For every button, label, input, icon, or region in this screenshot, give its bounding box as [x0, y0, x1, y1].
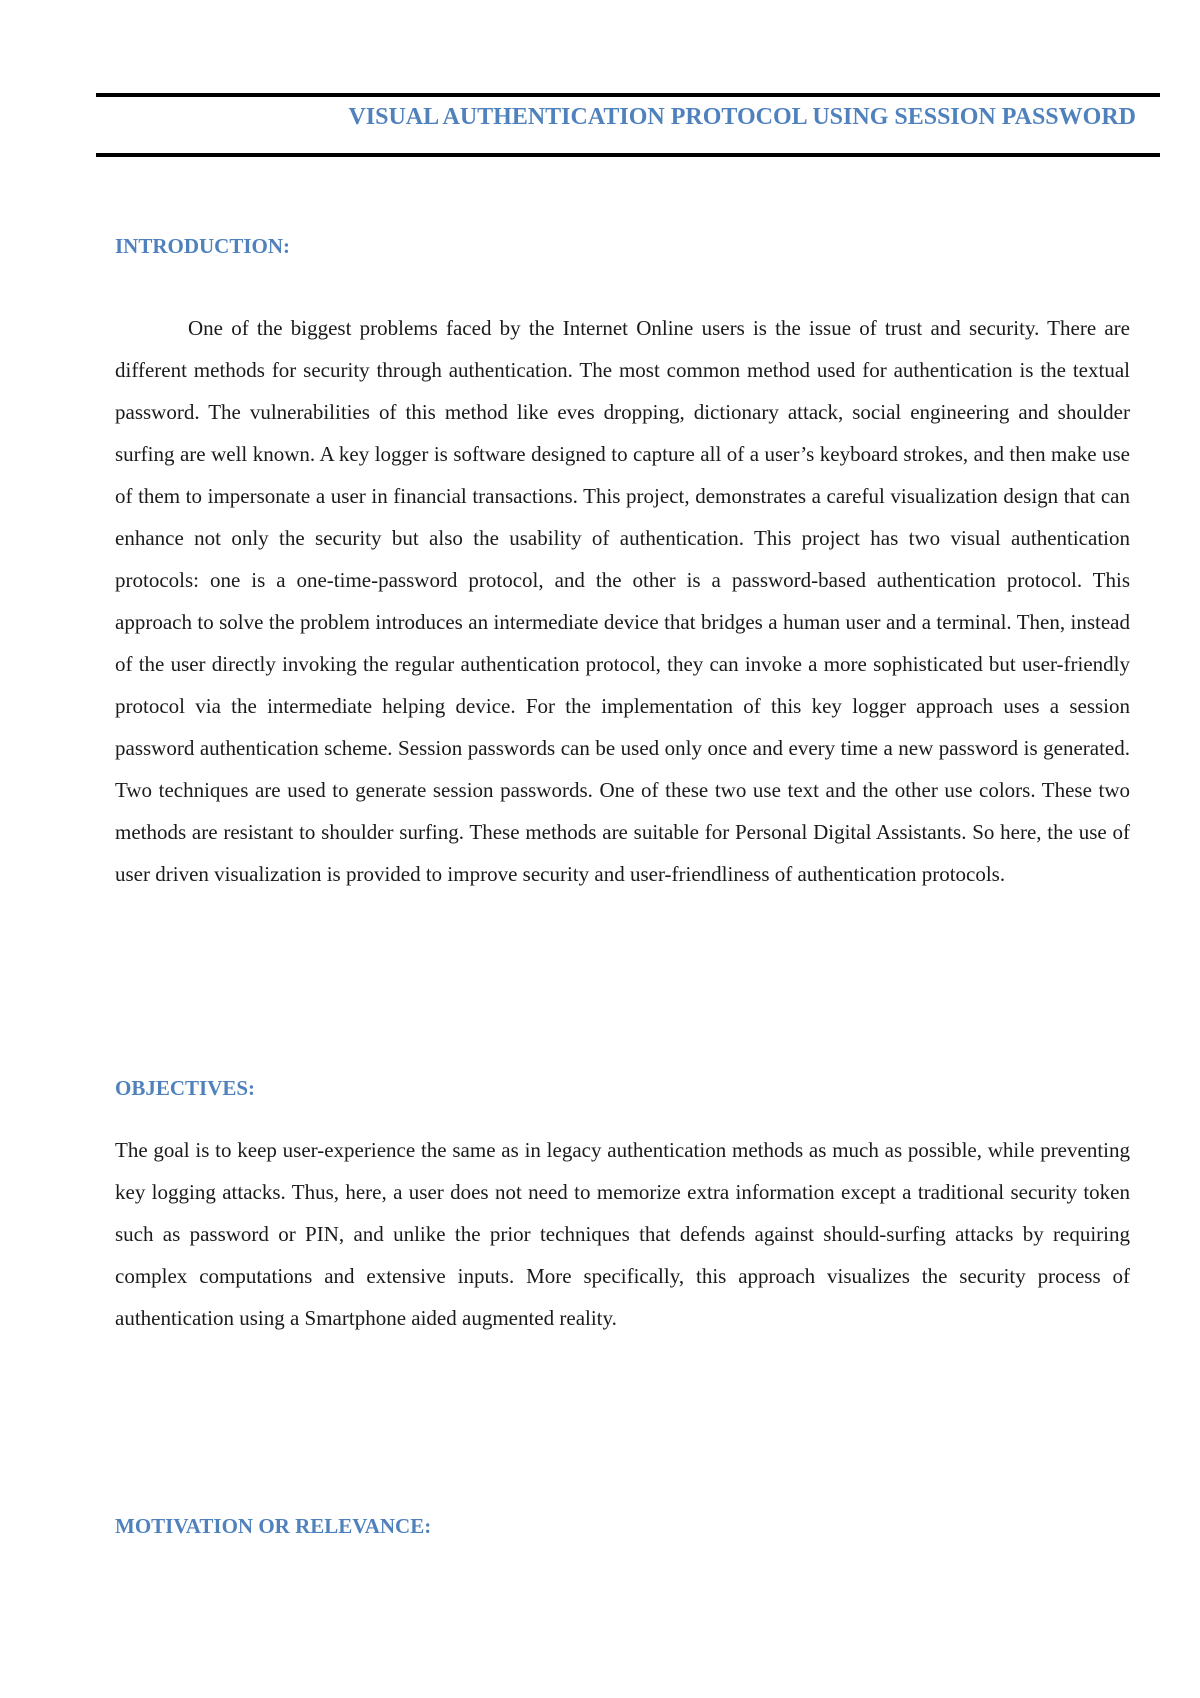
title-bottom-rule [96, 153, 1160, 157]
introduction-heading: INTRODUCTION: [115, 234, 291, 258]
objectives-paragraph: The goal is to keep user-experience the same as in legacy authentication methods as much as possible, while preventing key logging attacks. Thus, here, a user does not need to memorize extra information except a traditional security token such as password or PIN, and unlike the prior techniques that defends against should-surfing attacks by requiring complex computations and extensive inputs. More specifically, this approach visualizes the security process of authentication using a Smartphone aided augmented reality. [115, 1138, 1130, 1330]
document-title: VISUAL AUTHENTICATION PROTOCOL USING SESSION PASSWORD [348, 104, 1136, 130]
objectives-heading: OBJECTIVES: [115, 1076, 256, 1100]
title-top-rule [96, 93, 1160, 97]
motivation-heading: MOTIVATION OR RELEVANCE: [115, 1514, 432, 1538]
introduction-paragraph: One of the biggest problems faced by the Internet Online users is the issue of trust and security. There are different methods for security through authentication. The most common method used for authentication is the textual password. The vulnerabilities of this method like eves dropping, dictionary attack, social engineering and shoulder surfing are well known. A key logger is software designed to capture all of a user’s keyboard strokes, and then make use of them to impersonate a user in financial transactions. This project, demonstrates a careful visualization design that can enhance not only the security but also the usability of authentication. This project has two visual authentication protocols: one is a one-time-password protocol, and the other is a password-based authentication protocol. This approach to solve the problem introduces an intermediate device that bridges a human user and a terminal. Then, instead of the user directly invoking the regular authentication protocol, they can invoke a more sophisticated but user-friendly protocol via the intermediate helping device. For the implementation of this key logger approach uses a session password authentication scheme. Session passwords can be used only once and every time a new password is generated. Two techniques are used to generate session passwords. One of these two use text and the other use colors. These two methods are resistant to shoulder surfing. These methods are suitable for Personal Digital Assistants. So here, the use of user driven visualization is provided to improve security and user-friendliness of authentication protocols. [115, 316, 1130, 886]
